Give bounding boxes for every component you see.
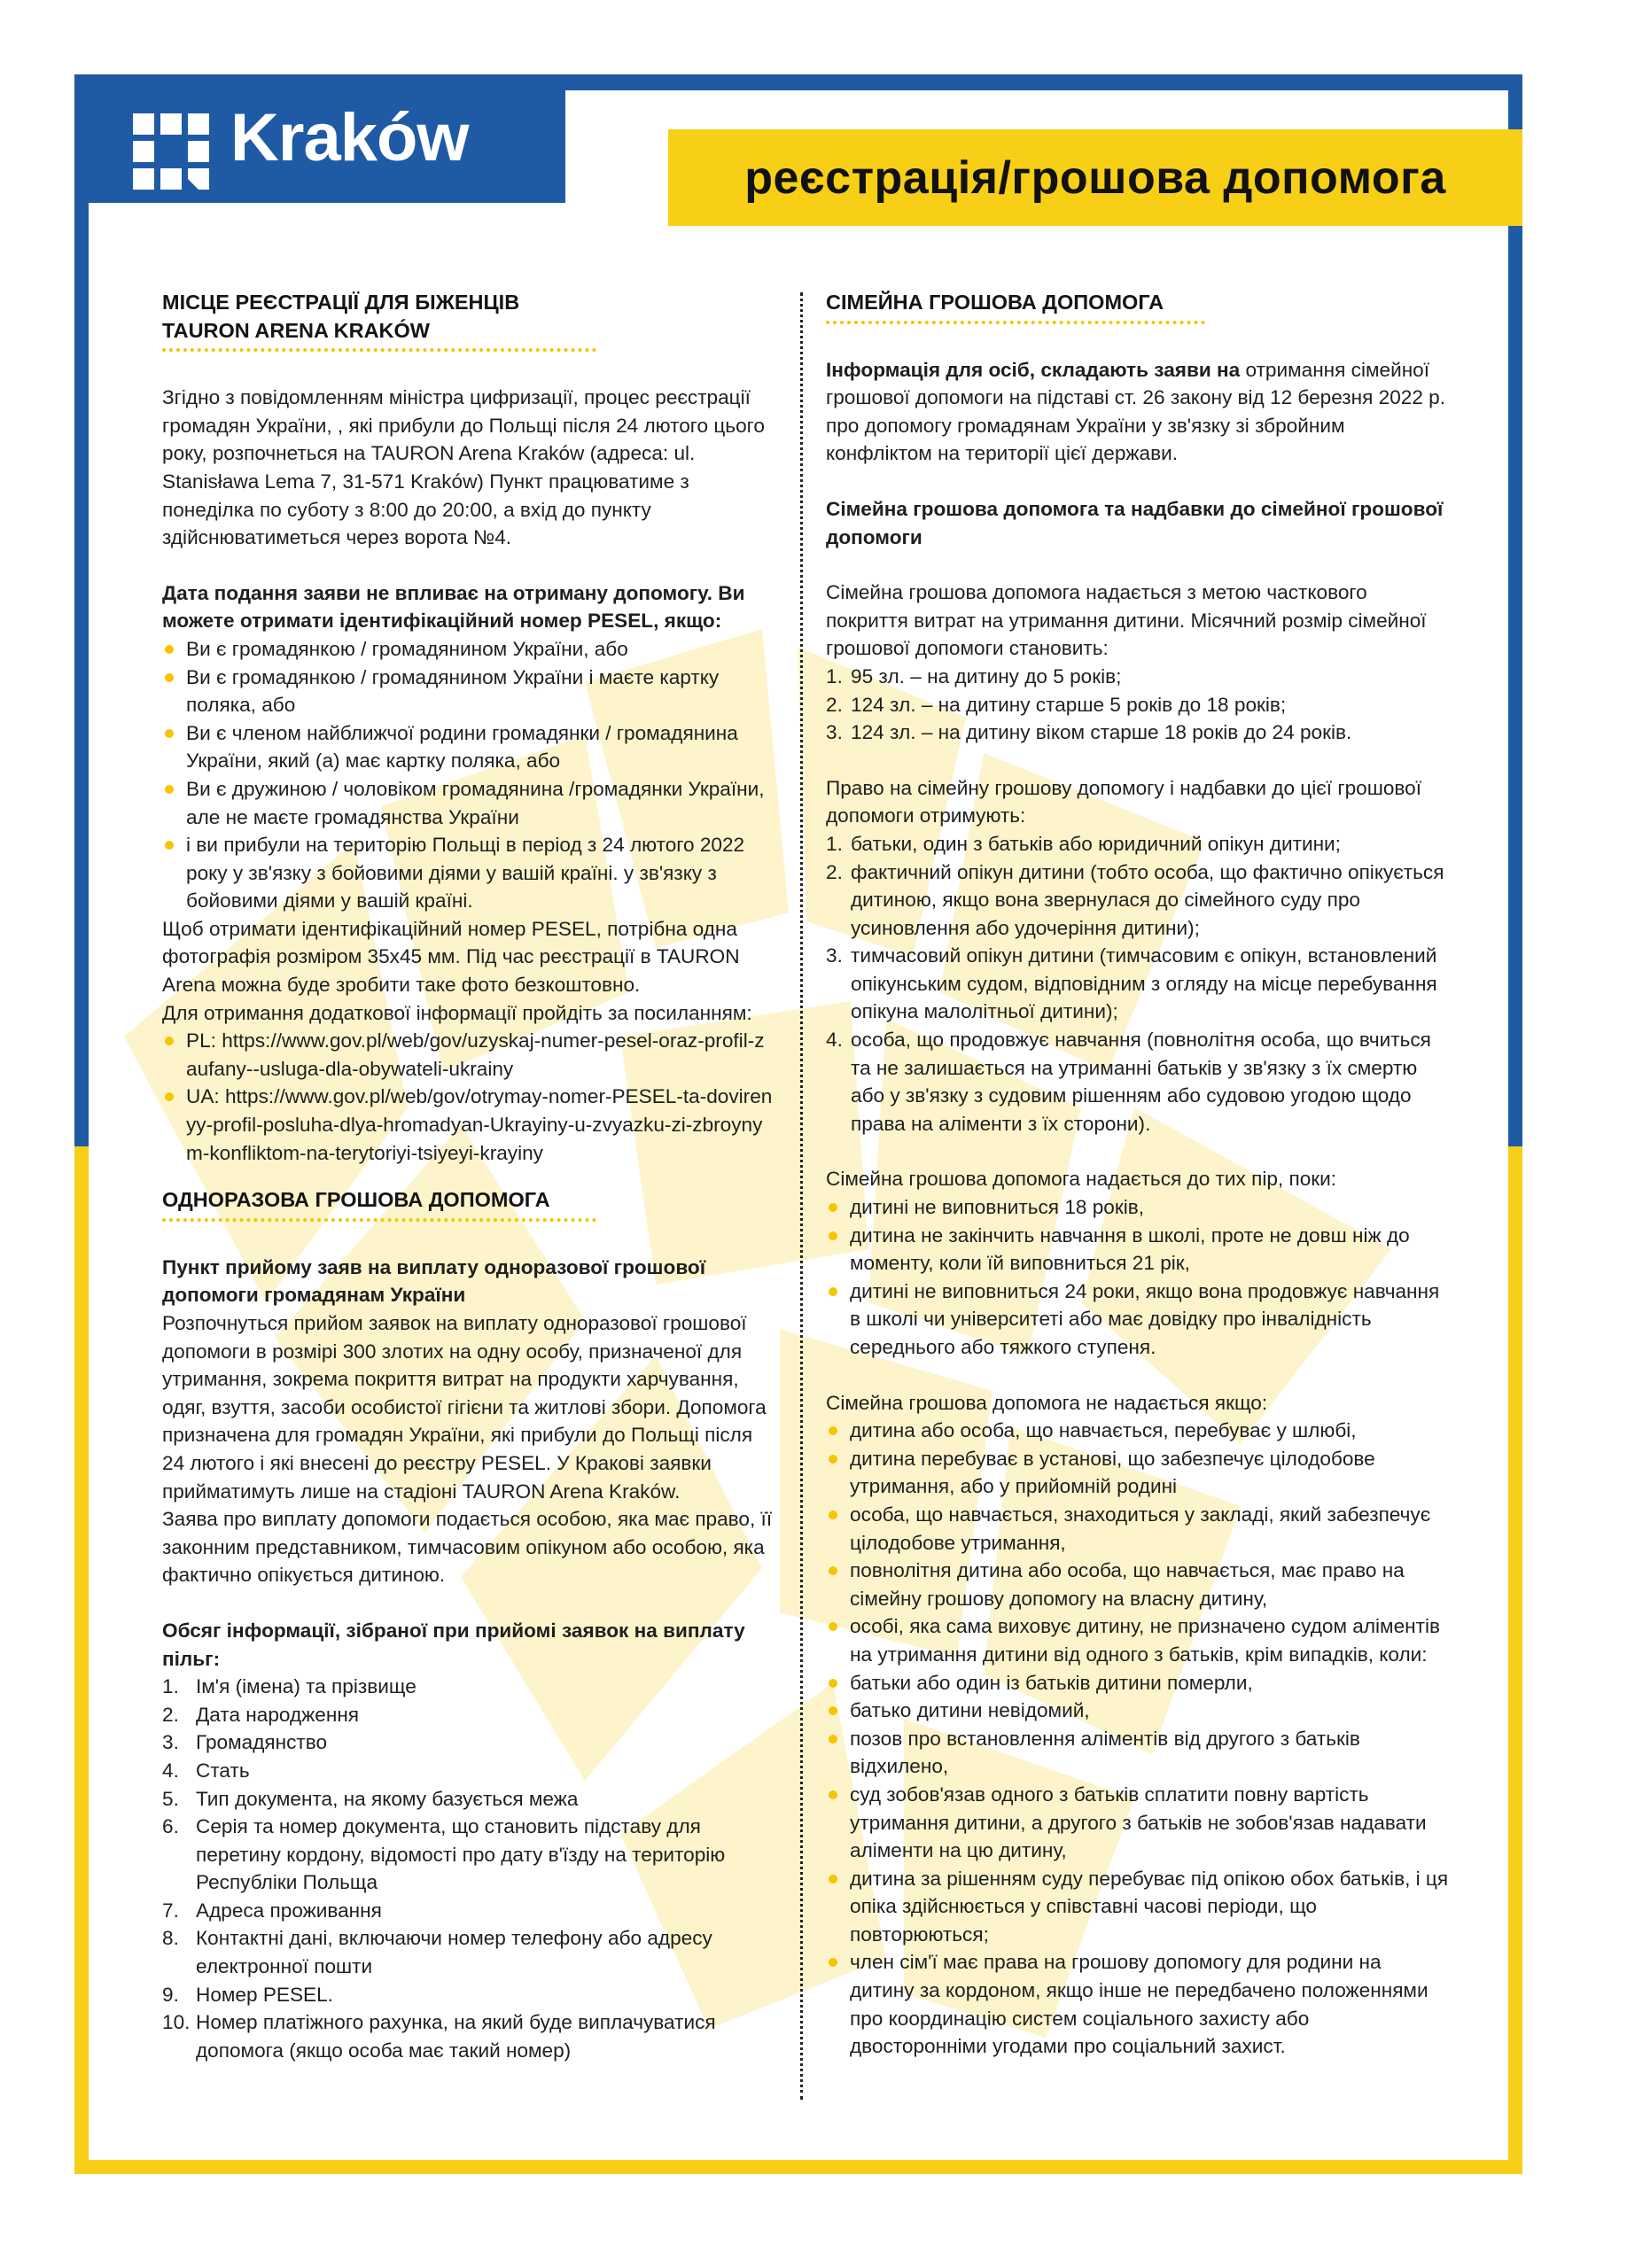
list-item: 1. батьки, один з батьків або юридичний опікун дитини; xyxy=(826,832,1341,855)
list-item: 3. тимчасовий опікун дитини (тимчасовим є опікун, встановлений опікунським судом, відповідним з огляду на місце перебування опікуна малолітньої дитини); xyxy=(826,944,1437,1023)
list-item: 4. особа, що продовжує навчання (повнолітня особа, що вчиться та не залишається на утриманні батьків у зв'язку з їх смертю або у зв'язку з судовим рішенням або судовою угодою щодо права на аліменти з їх сторони). xyxy=(826,1029,1431,1135)
exclusions-list xyxy=(826,1417,1451,2061)
list-item: суд зобов'язав одного з батьків сплатити повну вартість утримання дитини, а другого з батьків не зобов'язав надавати аліменти на цю дитину, xyxy=(826,1781,1451,1865)
list-item: дитині не виповниться 24 роки, якщо вона продовжує навчання в школі чи університеті або має довідку про інвалідність середнього або тяжкого ступеня. xyxy=(826,1278,1451,1362)
aid-paragraph: Розпочнуться прийом заявок на виплату одноразової грошової допомоги в розмірі 300 злотих на одну особу, призначеної для утримання, зокрема покриття витрат на продукти харчування, одяг, взуття, засоби особистої гігієни та житлові збори. Допомога призначена для громадян України, які прибули до Польщі після 24 лютого і які внесені до реєстру PESEL. У Кракові заявки прийматимуть лише на стадіоні TAURON Arena Kraków. xyxy=(162,1312,767,1503)
list-item: 5. Тип документа, на якому базується межа xyxy=(162,1787,579,1810)
eligibility-list xyxy=(826,830,1451,1138)
column-divider xyxy=(800,292,803,2100)
section-title-registration: МІСЦЕ РЕЄСТРАЦІЇ ДЛЯ БІЖЕНЦІВ TAURON ARENA KRAKÓW xyxy=(162,291,520,342)
more-info-paragraph: Для отримання додаткової інформації пройдіть за посиланням: xyxy=(162,1001,752,1024)
family-aid-paragraph: Сімейна грошова допомога надається з метою часткового покриття витрат на утримання дитини. Місячний розмір сімейної грошової допомоги становить: xyxy=(826,581,1427,660)
duration-list xyxy=(826,1193,1451,1362)
registration-paragraph: Згідно з повідомленням міністра цифризації, процес реєстрації громадян України, , які прибули до Польщі після 24 лютого цього року, розпочнеться на TAURON Arena Kraków (адреса: ul. Stanisława Lema 7, 31-571 Kraków) Пункт працюватиме з понеділка по суботу з 8:00 до 20:00, а вхід до пункту здійснюватиметься через ворота №4. xyxy=(162,386,765,549)
list-item: дитина або особа, що навчається, перебуває у шлюбі, xyxy=(826,1417,1451,1445)
list-item: Ви є дружиною / чоловіком громадянина /громадянки України, але не маєте громадянства України xyxy=(162,775,774,831)
list-item: особа, що навчається, знаходиться у закладі, який забезпечує цілодобове утримання, xyxy=(826,1501,1451,1557)
info-scope-list xyxy=(162,1673,774,2064)
amounts-list xyxy=(826,663,1451,747)
eligibility-paragraph: Право на сімейну грошову допомогу і надбавки до цієї грошової допомоги отримують: xyxy=(826,776,1421,827)
title-underline xyxy=(162,348,596,352)
list-item: Ви є членом найближчої родини громадянки / громадянина України, який (а) має картку поляка, або xyxy=(162,719,774,775)
page-title: реєстрація/грошова допомога xyxy=(744,151,1446,204)
krakow-logo-icon xyxy=(133,113,209,190)
list-item: батько дитини невідомий, xyxy=(826,1697,1451,1725)
family-aid-subheading: Сімейна грошова допомога та надбавки до сімейної грошової допомоги xyxy=(826,497,1444,548)
right-column xyxy=(826,289,1451,2061)
family-aid-intro: Інформація для осіб, складають заяви на отримання сімейної грошової допомоги на підставі ст. 26 закону від 12 березня 2022 р. про допомогу громадянам України у зв'язку зі збройним конфліктом на території цієї держави. xyxy=(826,358,1446,465)
list-item: дитина за рішенням суду перебуває під опікою обох батьків, і ця опіка здійснюється у співставні часові періоди, що повторюються; xyxy=(826,1865,1451,1949)
info-links-list xyxy=(162,1027,774,1167)
list-item: батьки або один із батьків дитини померли, xyxy=(826,1669,1451,1697)
duration-paragraph: Сімейна грошова допомога надається до тих пір, поки: xyxy=(826,1168,1337,1191)
list-item: Ви є громадянкою / громадянином України, або xyxy=(162,635,774,664)
list-item: 1. Ім'я (імена) та прізвище xyxy=(162,1675,416,1698)
list-item: дитина перебуває в установі, що забезпечує цілодобове утримання, або у прийомній родині xyxy=(826,1445,1451,1501)
section-title-one-time-aid: ОДНОРАЗОВА ГРОШОВА ДОПОМОГА xyxy=(162,1188,550,1212)
list-item: позов про встановлення аліментів від другого з батьків відхилено, xyxy=(826,1725,1451,1781)
list-item: член сім'ї має права на грошову допомогу для родини на дитину за кордоном, якщо інше не передбачено положеннями про координацію систем соціального захисту або двосторонніми угодами про соціальний захист. xyxy=(826,1948,1451,2060)
title-underline xyxy=(162,1218,596,1222)
link-ua[interactable]: UA: https://www.gov.pl/web/gov/otrymay-nomer-PESEL-ta-dovirenyy-profil-posluha-dlya-hromadyan-Ukrayiny-u-zvyazku-zi-zbroynym-konfliktom-na-terytoriyi-tsiyeyi-krayiny xyxy=(162,1083,774,1167)
title-banner xyxy=(668,129,1522,226)
photo-paragraph: Щоб отримати ідентифікаційний номер PESEL, потрібна одна фотографія розміром 35x45 мм. Під час реєстрації в TAURON Arena можна буде зробити таке фото безкоштовно. xyxy=(162,917,740,997)
list-item: 7. Адреса проживання xyxy=(162,1899,382,1922)
aid-point-heading: Пункт прийому заяв на виплату одноразової грошової допомоги громадянам України xyxy=(162,1255,706,1307)
list-item: 2. Дата народження xyxy=(162,1703,360,1726)
list-item: 9. Номер PESEL. xyxy=(162,1983,333,2006)
list-item: дитина не закінчить навчання в школі, проте не довш ніж до моменту, коли їй виповниться 21 рік, xyxy=(826,1222,1451,1278)
list-item: 3. Громадянство xyxy=(162,1731,328,1754)
logo-text: Kraków xyxy=(230,100,469,175)
exclusions-paragraph: Сімейна грошова допомога не надається якщо: xyxy=(826,1391,1268,1414)
aid-applicant-paragraph: Заява про виплату допомоги подається особою, яка має право, її законним представником, тимчасовим опікуном або особою, яка фактично опікується дитиною. xyxy=(162,1508,773,1587)
list-item: 2. фактичний опікун дитини (тобто особа, що фактично опікується дитиною, якщо вона звернулася до сімейного суду про усиновлення або удочеріння дитини); xyxy=(826,860,1444,939)
list-item: дитині не виповниться 18 років, xyxy=(826,1193,1451,1222)
krakow-logo xyxy=(74,74,565,203)
left-column xyxy=(162,289,774,2064)
list-item: 10. Номер платіжного рахунка, на який буде виплачуватися допомога (якщо особа має такий номер) xyxy=(162,2011,716,2062)
list-item: особі, яка сама виховує дитину, не призначено судом аліментів на утримання дитини від одного з батьків, крім випадків, коли: xyxy=(826,1612,1451,1668)
list-item: 8. Контактні дані, включаючи номер телефону або адресу електронної пошти xyxy=(162,1927,712,1978)
list-item: 4. Стать xyxy=(162,1759,250,1782)
list-item: і ви прибули на територію Польщі в період з 24 лютого 2022 року у зв'язку з бойовими діями у вашій країні. у зв'язку з бойовими діями у вашій країні. xyxy=(162,831,774,915)
list-item: Ви є громадянкою / громадянином України і маєте картку поляка, або xyxy=(162,664,774,719)
link-pl[interactable]: PL: https://www.gov.pl/web/gov/uzyskaj-numer-pesel-oraz-profil-zaufany--usluga-dla-obywateli-ukrainy xyxy=(162,1027,774,1083)
pesel-conditions-list xyxy=(162,635,774,915)
list-item: 2. 124 зл. – на дитину старше 5 років до 18 років; xyxy=(826,693,1287,716)
section-title-family-aid: СІМЕЙНА ГРОШОВА ДОПОМОГА xyxy=(826,291,1164,314)
pesel-intro: Дата подання заяви не впливає на отриману допомогу. Ви можете отримати ідентифікаційний номер PESEL, якщо: xyxy=(162,581,745,633)
title-underline xyxy=(826,321,1205,324)
list-item: повнолітня дитина або особа, що навчається, має право на сімейну грошову допомогу на власну дитину, xyxy=(826,1557,1451,1612)
list-item: 1. 95 зл. – на дитину до 5 років; xyxy=(826,664,1122,687)
list-item: 3. 124 зл. – на дитину віком старше 18 років до 24 років. xyxy=(826,721,1352,744)
list-item: 6. Серія та номер документа, що становить підставу для перетину кордону, відомості про дату в'їзду на територію Республіки Польща xyxy=(162,1815,726,1894)
info-scope-heading: Обсяг інформації, зібраної при прийомі заявок на виплату пільг: xyxy=(162,1619,745,1670)
